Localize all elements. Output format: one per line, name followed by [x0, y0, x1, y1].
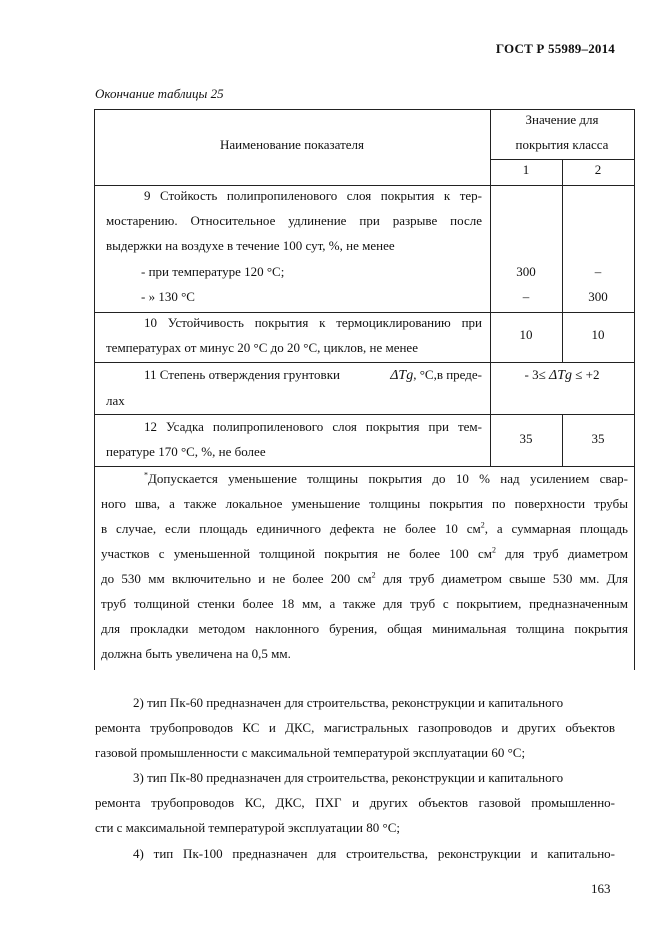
row-9-sub-2-class-2: 300: [588, 289, 608, 304]
delta-tg-symbol: ΔTg: [390, 368, 414, 383]
footnote-text: в случае, если площадь единичного дефекта не более 10 $см^2$, а суммарная площадь: [101, 520, 628, 536]
footnote-text: до 530 мм включительно и не более 200 $см^2$ для труб диаметром свыше 530 мм. Для: [101, 570, 628, 586]
row-11-label: 11 Степень отверждения грунтовки: [144, 367, 340, 382]
paragraph-2-line: ремонта трубопроводов КС и ДКС, магистральных газопроводов и других объектов: [95, 720, 615, 735]
row-10-class-2: 10: [591, 327, 605, 342]
delta-tg-symbol: ΔTg: [548, 368, 572, 383]
row-10-text: 10 Устойчивость покрытия к термоциклированию при: [144, 315, 482, 330]
footnote-text: участков с уменьшенной толщиной покрытия не более 100 $см^2$ для труб диаметром: [101, 545, 628, 561]
paragraph-2-line: 2) тип Пк-60 предназначен для строительства, реконструкции и капитального: [133, 695, 564, 710]
row-9-sub-1-class-2: –: [594, 264, 602, 279]
row-11-value-max: ≤ +2: [575, 367, 600, 382]
class-1-header: 1: [522, 162, 530, 177]
row-9-sub-2: - » 130 °С: [141, 289, 195, 304]
paragraph-3-line: 3) тип Пк-80 предназначен для строительства, реконструкции и капитального: [133, 770, 564, 785]
column-header-value-2: покрытия класса: [515, 137, 609, 152]
column-header-value: Значение для: [525, 112, 599, 127]
row-9-sub-2-class-1: –: [522, 289, 530, 304]
footnote-text: должна быть увеличена на 0,5 мм.: [101, 646, 291, 661]
column-header-name: Наименование показателя: [219, 137, 365, 152]
row-11-text: лах: [106, 393, 125, 408]
page-number: 163: [591, 881, 611, 896]
footnote-text: труб толщиной стенки более 18 мм, а также для труб с покрытием, предназначенным: [101, 596, 628, 611]
table-caption: Окончание таблицы 25: [95, 86, 224, 101]
row-10-text: температурах от минус 20 °С до 20 °С, циклов, не менее: [106, 340, 418, 355]
footnote-text: для прокладки методом наклонного бурения, общая минимальная толщина покрытия: [101, 621, 628, 636]
table-right-border: [634, 109, 635, 670]
row-12-text: 12 Усадка полипропиленового слоя покрытия при тем-: [144, 419, 482, 434]
row-11-unit: , °С,в преде-: [413, 367, 482, 382]
row-11-value-min: - 3≤: [524, 367, 546, 382]
row-9-text: 9 Стойкость полипропиленового слоя покрытия к тер-: [144, 188, 482, 203]
row-9-text: выдержки на воздухе в течение 100 сут, %, не менее: [106, 238, 395, 253]
footnote-text: ного шва, а также локальное уменьшение толщины покрытия по поверхности трубы: [101, 496, 628, 511]
paragraph-2-line: газовой промышленности с максимальной температурой эксплуатации 60 °С;: [95, 745, 526, 760]
row-12-class-1: 35: [519, 431, 533, 446]
row-9-sub-1: - при температуре 120 °С;: [141, 264, 285, 279]
row-11-text: [144, 362, 482, 388]
footnote-line: Допускается уменьшение толщины покрытия до 10 % над усилением свар-: [148, 471, 628, 486]
row-9-sub-1-class-1: 300: [516, 264, 536, 279]
paragraph-3-line: ремонта трубопроводов КС, ДКС, ПХГ и других объектов газовой промышленно-: [95, 795, 615, 810]
row-11-value: [490, 362, 634, 388]
table-left-border: [94, 109, 95, 670]
row-12-text: пературе 170 °С, %, не более: [106, 444, 266, 459]
paragraph-3-line: сти с максимальной температурой эксплуатации 80 °С;: [95, 820, 400, 835]
document-code: ГОСТ Р 55989–2014: [495, 41, 615, 56]
row-12-class-2: 35: [591, 431, 605, 446]
row-9-text: мостарению. Относительное удлинение при разрыве после: [106, 213, 482, 228]
class-2-header: 2: [594, 162, 602, 177]
row-10-class-1: 10: [519, 327, 533, 342]
footnote-mark: *: [144, 470, 148, 480]
footnote-text: [144, 466, 628, 491]
paragraph-4-line: 4) тип Пк-100 предназначен для строительства, реконструкции и капитально-: [133, 846, 615, 861]
